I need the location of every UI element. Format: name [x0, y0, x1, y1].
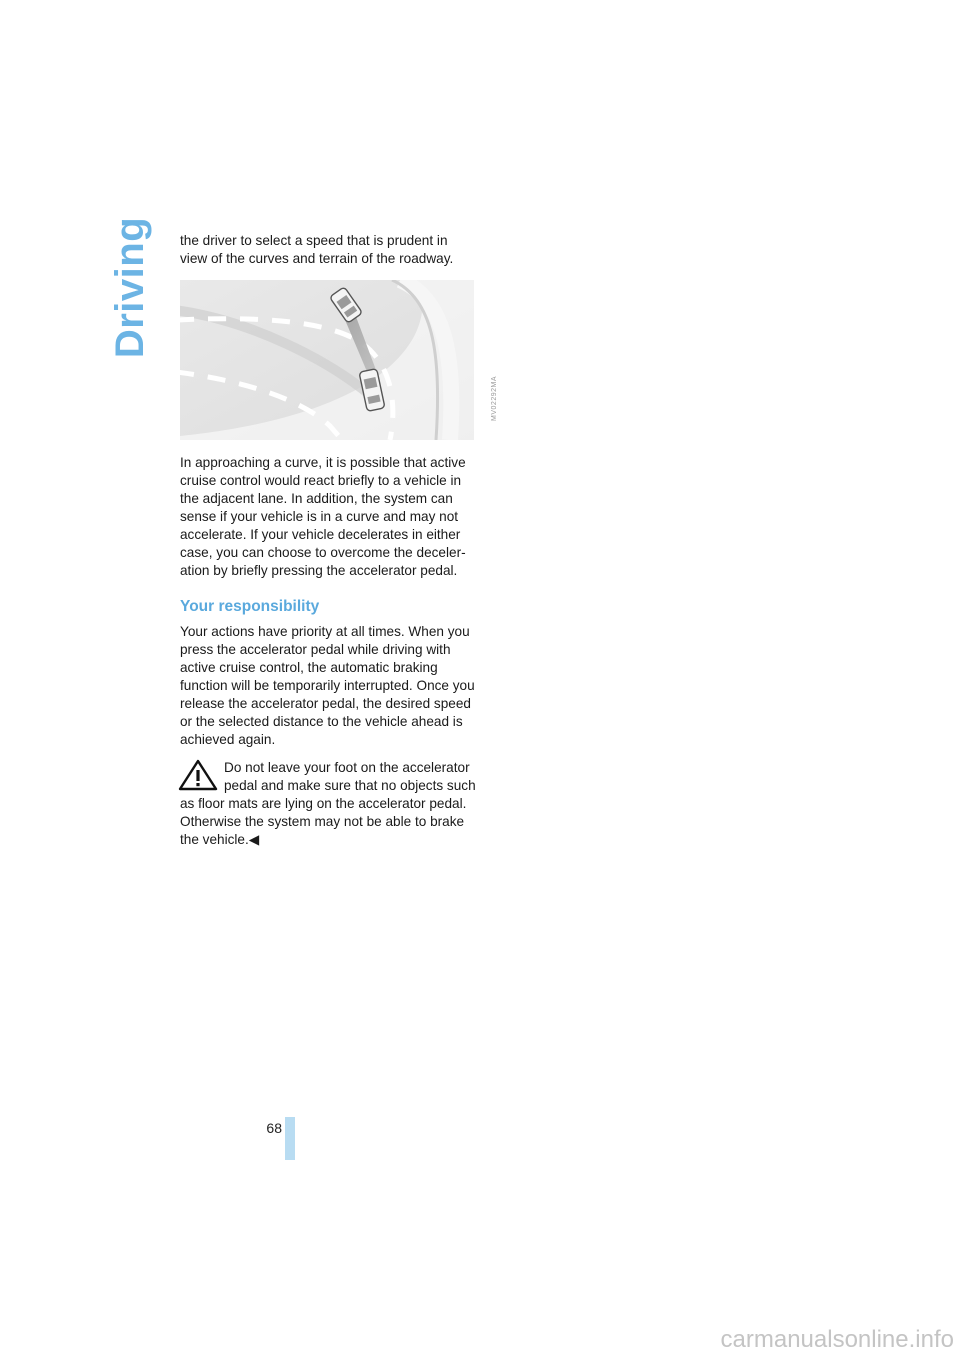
page-marker-bar — [285, 1117, 295, 1160]
curve-illustration — [180, 280, 498, 440]
section-title-text: Driving — [108, 216, 153, 358]
section-tab-title — [108, 216, 154, 358]
curve-paragraph: In approaching a curve, it is possible that active cruise control would react briefly to a vehicle in the adjacent lane. In addition, the system can sense if your vehicle is in a curve and may not accelerate. If your vehicle decelerates in either case, you can choose to overcome the deceler-ation by briefly pressing the accelerator pedal. — [180, 455, 466, 578]
warning-note — [180, 759, 478, 849]
end-mark: ◀ — [248, 832, 260, 847]
figure-code: MV02292MA — [491, 376, 498, 421]
warning-text: Do not leave your foot on the accelerator pedal and make sure that no objects such as floor mats are lying on the accelerator pedal. Otherwise the system may not be able to brake the vehicle. — [180, 760, 476, 847]
watermark: carmanualsonline.info — [720, 1326, 954, 1353]
main-content — [180, 232, 498, 849]
page-number: 68 — [266, 1120, 282, 1136]
curve-road-graphic — [180, 280, 478, 440]
section-heading: Your responsibility — [180, 598, 320, 615]
intro-paragraph: the driver to select a speed that is prudent in view of the curves and terrain of the roadway. — [180, 233, 454, 266]
warning-triangle-icon — [178, 759, 218, 791]
responsibility-paragraph: Your actions have priority at all times. When you press the accelerator pedal while driving with active cruise control, the automatic braking function will be temporarily interrupted. Once you release the accelerator pedal, the desired speed or the selected distance to the vehicle ahead is achieved again. — [180, 624, 475, 747]
